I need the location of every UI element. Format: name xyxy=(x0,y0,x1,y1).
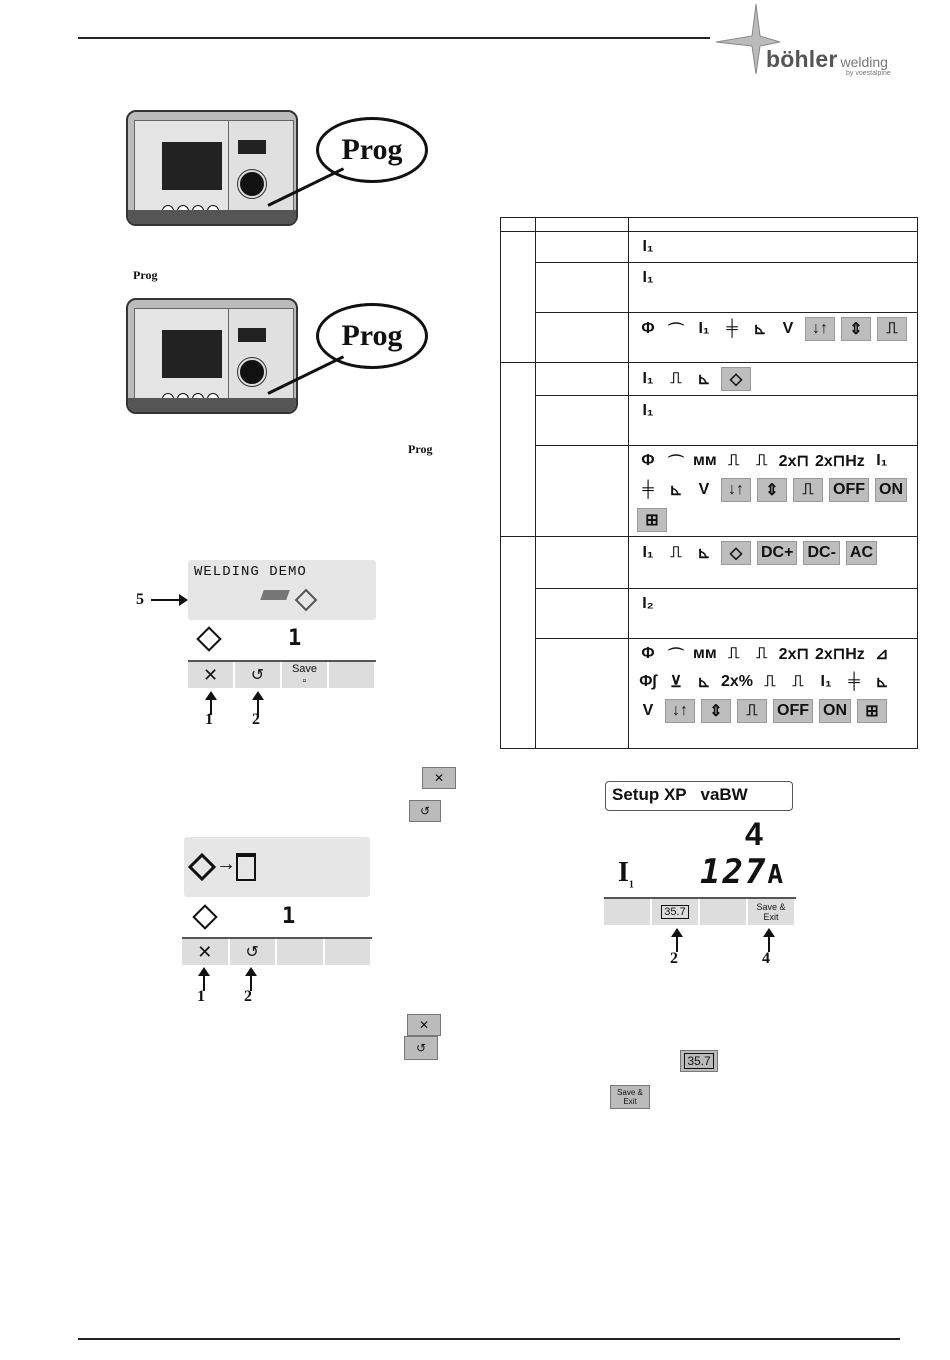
demo-value: 1 xyxy=(288,626,302,651)
label-1: 1 xyxy=(197,988,205,1005)
right-arrow-icon: → xyxy=(216,853,236,875)
panel-display-2 xyxy=(162,330,222,378)
close-icon: ✕ xyxy=(433,771,445,785)
back-key[interactable] xyxy=(235,662,282,688)
table-header-row xyxy=(501,218,918,232)
undo-icon: ↺ xyxy=(415,1041,427,1055)
cancel-key[interactable] xyxy=(188,662,235,688)
table-row: I₁ xyxy=(501,263,918,313)
undo-icon: ↺ xyxy=(419,804,431,818)
current-value: 127A xyxy=(700,852,786,892)
brand-tagline: by voestalpine xyxy=(846,70,891,77)
table-row: Φ ⌒ ᴍᴍ ⎍ ⎍ 2x⊓ 2x⊓Hz ⊿ Φ∫ ⊻ ⊾ 2x% ⎍ ⎍ I₁ ╪ ⊾ V ↓↑ ⇕ ⎍ OFF ON ⊞ xyxy=(501,639,918,749)
panel-knob-2 xyxy=(238,358,266,386)
table-row: I₁ ⎍ ⊾ ◇ xyxy=(501,363,918,396)
inline-back-key xyxy=(409,800,441,822)
prog-diamond-icon xyxy=(188,853,216,881)
softkey-bar-2 xyxy=(182,937,372,965)
table-row: I₁ xyxy=(501,232,918,263)
setup-softkey-bar xyxy=(604,897,796,925)
empty-key[interactable] xyxy=(325,939,373,965)
inline-value-key: 35.7 xyxy=(680,1050,718,1072)
table-row: Φ ⌒ I₁ ╪ ⊾ V ↓↑ ⇕ ⎍ xyxy=(501,313,918,363)
inline-cancel-key-2 xyxy=(407,1014,441,1036)
delete-lcd xyxy=(184,837,370,897)
save-icon: ▫ xyxy=(302,675,307,687)
back-key[interactable] xyxy=(230,939,278,965)
cancel-key[interactable] xyxy=(182,939,230,965)
save-key[interactable]: Save ▫ xyxy=(282,662,329,688)
brand-logo xyxy=(766,46,891,77)
brand-sub: welding xyxy=(840,54,888,70)
inline-back-key-2 xyxy=(404,1036,438,1060)
undo-icon: ↺ xyxy=(245,944,259,961)
panel-display xyxy=(162,142,222,190)
prog-label-2: Prog xyxy=(341,319,403,352)
table-row: I₁ ⎍ ⊾ ◇ DC+ DC- AC xyxy=(501,537,918,589)
header-rule xyxy=(78,37,710,39)
setup-big-number: 4 xyxy=(745,816,763,852)
load-icon xyxy=(192,904,217,929)
label-2: 2 xyxy=(252,711,260,728)
save-exit-key[interactable]: Save & Exit xyxy=(748,899,796,925)
setup-title-box xyxy=(605,781,793,811)
empty-key[interactable] xyxy=(604,899,652,925)
memory-chip-icon xyxy=(260,590,290,600)
inline-save-exit-key: Save & Exit xyxy=(610,1085,650,1109)
empty-key[interactable] xyxy=(700,899,748,925)
setup-title: Setup XP vaBW xyxy=(612,785,748,804)
brand-main: böhler xyxy=(766,46,838,72)
label-4: 4 xyxy=(762,950,770,967)
label-2: 2 xyxy=(244,988,252,1005)
prog-icon-inline: Prog xyxy=(408,442,433,456)
trash-icon xyxy=(236,853,256,881)
prog-icon: Prog xyxy=(133,268,158,282)
empty-key[interactable] xyxy=(277,939,325,965)
prog-diamond-icon xyxy=(295,589,318,612)
pointer-label-5: 5 xyxy=(136,591,144,608)
param-label: $I_1$ xyxy=(618,857,634,891)
demo-lcd xyxy=(188,560,376,620)
control-panel-image xyxy=(126,110,298,226)
control-panel-image-2 xyxy=(126,298,298,414)
close-icon: ✕ xyxy=(202,664,219,685)
close-icon: ✕ xyxy=(197,941,213,962)
pointer-arrow-5 xyxy=(151,599,181,601)
load-icon xyxy=(196,626,221,651)
empty-key[interactable] xyxy=(329,662,376,688)
label-1: 1 xyxy=(205,711,213,728)
parameter-table xyxy=(500,217,918,749)
table-row: Φ ⌒ ᴍᴍ ⎍ ⎍ 2x⊓ 2x⊓Hz I₁ ╪ ⊾ V ↓↑ ⇕ ⎍ OFF ON ⊞ xyxy=(501,446,918,537)
prog-label: Prog xyxy=(341,133,403,166)
footer-rule xyxy=(78,1338,900,1340)
label-2: 2 xyxy=(670,950,678,967)
table-row: I₂ xyxy=(501,589,918,639)
close-icon: ✕ xyxy=(418,1018,430,1032)
value-key[interactable]: 35.7 xyxy=(652,899,700,925)
demo-lcd-text: WELDING DEMO xyxy=(194,564,307,580)
panel-knob xyxy=(238,170,266,198)
delete-value: 1 xyxy=(282,904,296,929)
inline-cancel-key xyxy=(422,767,456,789)
softkey-bar xyxy=(188,660,376,688)
undo-icon: ↺ xyxy=(250,667,265,684)
table-row: I₁ xyxy=(501,396,918,446)
